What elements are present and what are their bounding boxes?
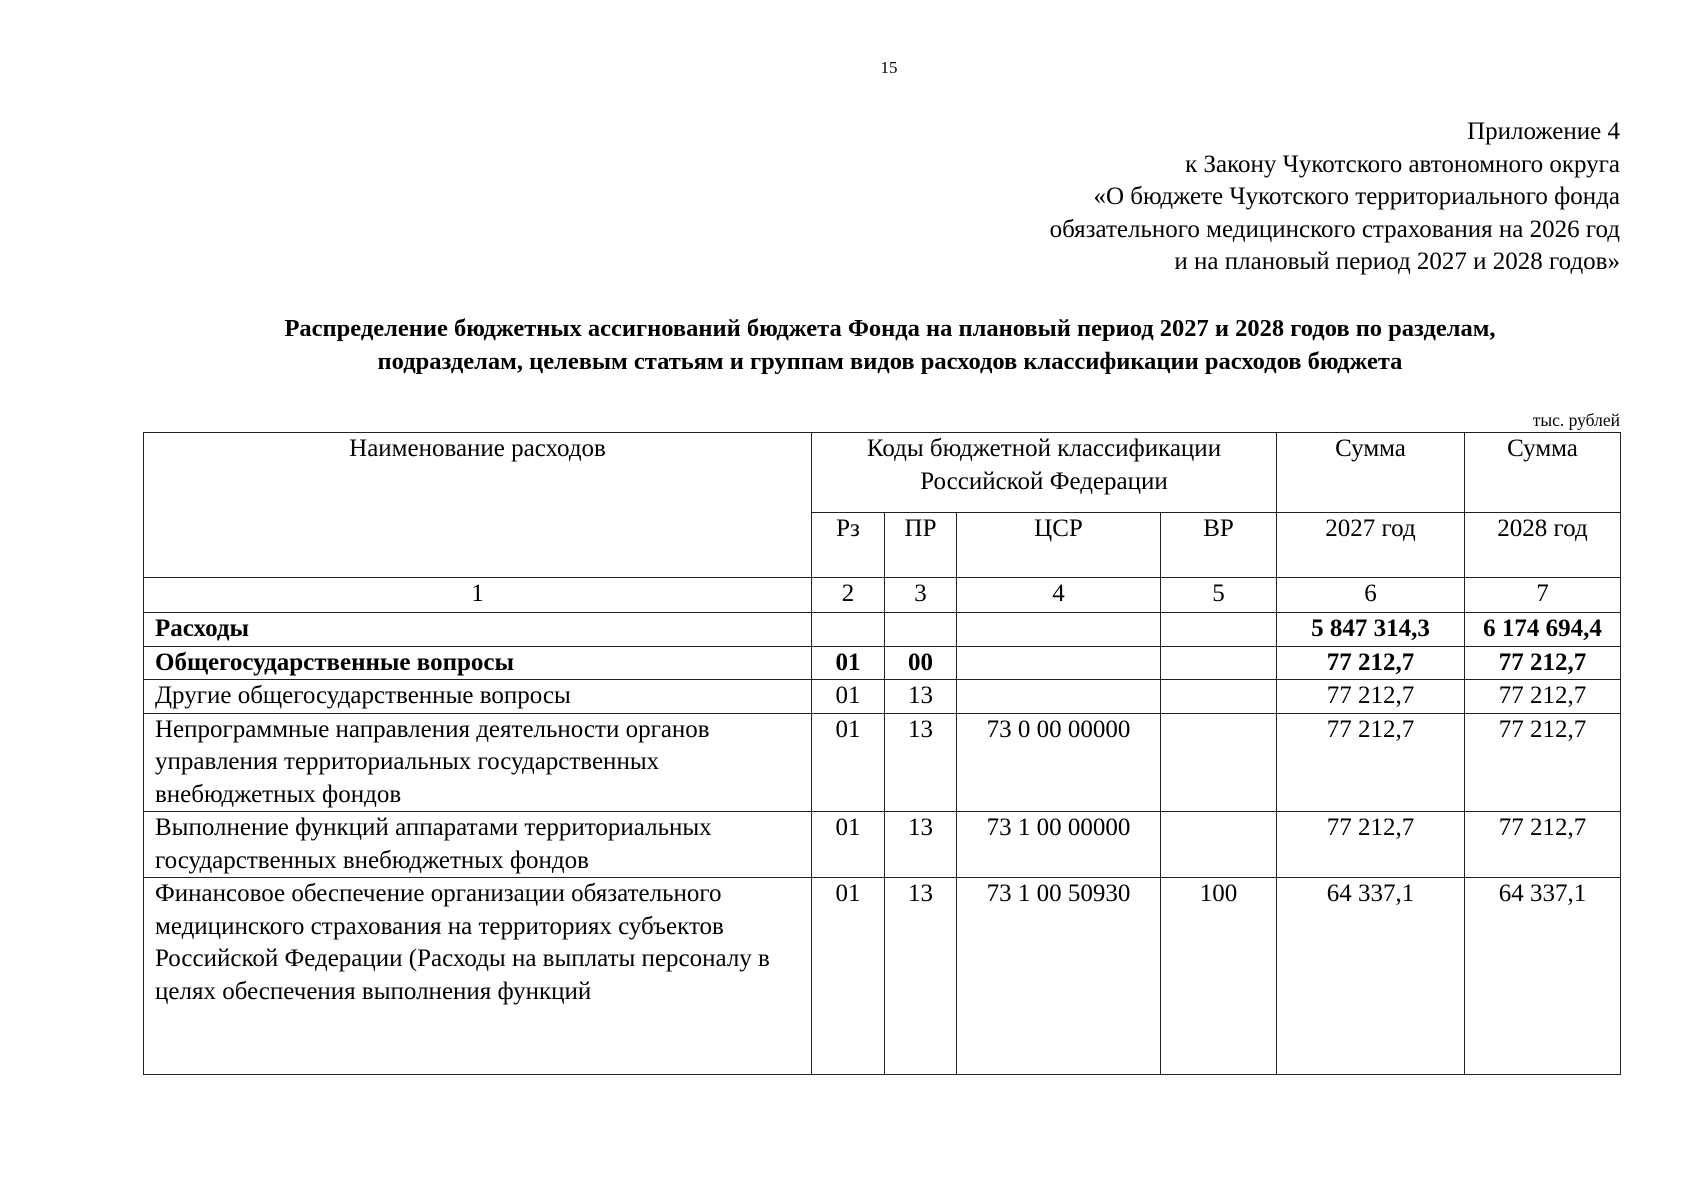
row-rz: 01 xyxy=(812,646,885,680)
header-year-2028: 2028 год xyxy=(1465,513,1621,578)
header-vr: ВР xyxy=(1161,513,1277,578)
row-vr xyxy=(1161,613,1277,647)
column-number: 6 xyxy=(1277,578,1465,613)
column-number: 1 xyxy=(144,578,812,613)
column-number: 4 xyxy=(957,578,1161,613)
row-sum-2028: 6 174 694,4 xyxy=(1465,613,1621,647)
header-rz: Рз xyxy=(812,513,885,578)
row-rz: 01 xyxy=(812,680,885,714)
row-sum-2028: 77 212,7 xyxy=(1465,812,1621,878)
table-header-row xyxy=(144,433,1621,513)
appendix-line: обязательного медицинского страхования на 2026 год xyxy=(1049,215,1620,243)
page-number: 15 xyxy=(880,58,898,77)
column-number: 5 xyxy=(1161,578,1277,613)
row-pr: 13 xyxy=(885,878,957,1075)
header-name: Наименование расходов xyxy=(144,433,812,578)
row-name: Финансовое обеспечение организации обязательного медицинского страхования на территориях субъектов Российской Федерации (Расходы на выплаты персоналу в целях обеспечения выполнения функций xyxy=(144,878,812,1075)
header-codes: Коды бюджетной классификации Российской Федерации xyxy=(812,433,1277,513)
row-sum-2027: 77 212,7 xyxy=(1277,680,1465,714)
row-vr xyxy=(1161,812,1277,878)
table-row xyxy=(144,713,1621,812)
row-name: Другие общегосударственные вопросы xyxy=(144,680,812,714)
row-rz: 01 xyxy=(812,713,885,812)
row-csr: 73 1 00 00000 xyxy=(957,812,1161,878)
row-rz: 01 xyxy=(812,878,885,1075)
row-sum-2027: 77 212,7 xyxy=(1277,713,1465,812)
table-row xyxy=(144,646,1621,680)
appendix-line: «О бюджете Чукотского территориального фонда xyxy=(1093,183,1620,210)
row-vr xyxy=(1161,646,1277,680)
row-pr: 13 xyxy=(885,812,957,878)
row-sum-2027: 77 212,7 xyxy=(1277,812,1465,878)
row-sum-2028: 77 212,7 xyxy=(1465,646,1621,680)
row-rz: 01 xyxy=(812,812,885,878)
row-vr xyxy=(1161,680,1277,714)
row-csr xyxy=(957,646,1161,680)
unit-label: тыс. рублей xyxy=(1532,410,1620,430)
row-sum-2027: 77 212,7 xyxy=(1277,646,1465,680)
row-sum-2028: 77 212,7 xyxy=(1465,713,1621,812)
row-name: Расходы xyxy=(144,613,812,647)
column-number: 2 xyxy=(812,578,885,613)
document-title xyxy=(140,313,1640,378)
row-sum-2027: 5 847 314,3 xyxy=(1277,613,1465,647)
table-row xyxy=(144,613,1621,647)
row-sum-2028: 64 337,1 xyxy=(1465,878,1621,1075)
table-row xyxy=(144,680,1621,714)
column-number-row xyxy=(144,578,1621,613)
appendix-line: Приложение 4 xyxy=(1467,118,1620,145)
budget-table xyxy=(143,432,1621,1075)
row-sum-2027: 64 337,1 xyxy=(1277,878,1465,1075)
row-csr: 73 0 00 00000 xyxy=(957,713,1161,812)
row-pr xyxy=(885,613,957,647)
row-pr: 00 xyxy=(885,646,957,680)
row-rz xyxy=(812,613,885,647)
row-pr: 13 xyxy=(885,680,957,714)
row-csr xyxy=(957,613,1161,647)
row-csr xyxy=(957,680,1161,714)
table-row xyxy=(144,878,1621,1075)
header-sum-2027: Сумма xyxy=(1277,433,1465,513)
document-title-line: Распределение бюджетных ассигнований бюджета Фонда на плановый период 2027 и 2028 годов по разделам, xyxy=(284,315,1496,342)
header-sum-2028: Сумма xyxy=(1465,433,1621,513)
row-csr: 73 1 00 50930 xyxy=(957,878,1161,1075)
row-vr: 100 xyxy=(1161,878,1277,1075)
row-vr xyxy=(1161,713,1277,812)
header-pr: ПР xyxy=(885,513,957,578)
row-pr: 13 xyxy=(885,713,957,812)
appendix-line: и на плановый период 2027 и 2028 годов» xyxy=(1174,248,1620,275)
row-name: Общегосударственные вопросы xyxy=(144,646,812,680)
column-number: 7 xyxy=(1465,578,1621,613)
row-name: Непрограммные направления деятельности органов управления территориальных государственных внебюджетных фондов xyxy=(144,713,812,812)
header-year-2027: 2027 год xyxy=(1277,513,1465,578)
document-title-line: подразделам, целевым статьям и группам видов расходов классификации расходов бюджета xyxy=(377,347,1403,375)
table-row xyxy=(144,812,1621,878)
appendix-line: к Закону Чукотского автономного округа xyxy=(1185,150,1620,178)
column-number: 3 xyxy=(885,578,957,613)
row-name: Выполнение функций аппаратами территориальных государственных внебюджетных фондов xyxy=(144,812,812,878)
appendix-block xyxy=(1050,116,1620,279)
row-sum-2028: 77 212,7 xyxy=(1465,680,1621,714)
header-csr: ЦСР xyxy=(957,513,1161,578)
